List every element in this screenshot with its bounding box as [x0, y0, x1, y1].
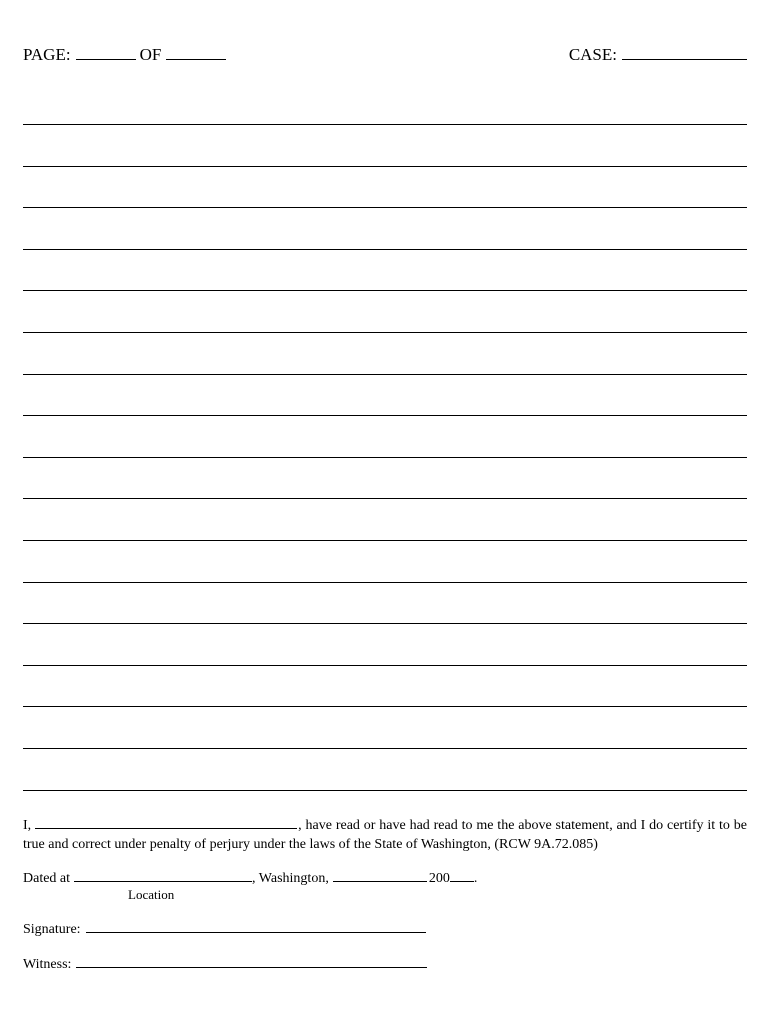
- statement-ruled-line: [23, 498, 747, 499]
- witness-field[interactable]: [76, 954, 427, 968]
- of-label: OF: [139, 45, 162, 64]
- cert-statement: , have read or have had read to me the above statement, and I do certify it to be true and correct under penalty of perjury under the laws of the State of Washington, (RCW 9A.72.085): [23, 818, 747, 852]
- date-field[interactable]: [333, 868, 427, 882]
- cert-prefix: I,: [23, 818, 32, 833]
- year-field[interactable]: [450, 868, 474, 882]
- statement-ruled-line: [23, 706, 747, 707]
- statement-ruled-line: [23, 748, 747, 749]
- location-caption: Location: [128, 887, 175, 902]
- signature-label: Signature:: [23, 922, 81, 937]
- statement-ruled-line: [23, 332, 747, 333]
- state-text: , Washington,: [252, 871, 329, 886]
- dated-label: Dated at: [23, 871, 71, 886]
- statement-ruled-line: [23, 582, 747, 583]
- certification-paragraph: [23, 815, 747, 854]
- statement-ruled-line: [23, 207, 747, 208]
- statement-ruled-line: [23, 623, 747, 624]
- year-suffix: .: [473, 871, 478, 886]
- signature-line: [23, 919, 426, 939]
- year-prefix: 200: [428, 871, 450, 886]
- statement-ruled-line: [23, 249, 747, 250]
- declarant-name-field[interactable]: [35, 815, 297, 829]
- page-label: PAGE:: [23, 45, 71, 64]
- statement-ruled-line: [23, 457, 747, 458]
- witness-label: Witness:: [23, 957, 72, 972]
- statement-ruled-line: [23, 290, 747, 291]
- statement-ruled-line: [23, 665, 747, 666]
- case-label: CASE:: [568, 45, 617, 64]
- statement-ruled-line: [23, 415, 747, 416]
- statement-ruled-line: [23, 374, 747, 375]
- statement-ruled-line: [23, 124, 747, 125]
- statement-ruled-line: [23, 540, 747, 541]
- statement-ruled-line: [23, 166, 747, 167]
- witness-line: [23, 954, 427, 974]
- location-field[interactable]: [74, 868, 252, 882]
- signature-field[interactable]: [86, 919, 426, 933]
- statement-ruled-line: [23, 790, 747, 791]
- dated-line: [23, 868, 477, 888]
